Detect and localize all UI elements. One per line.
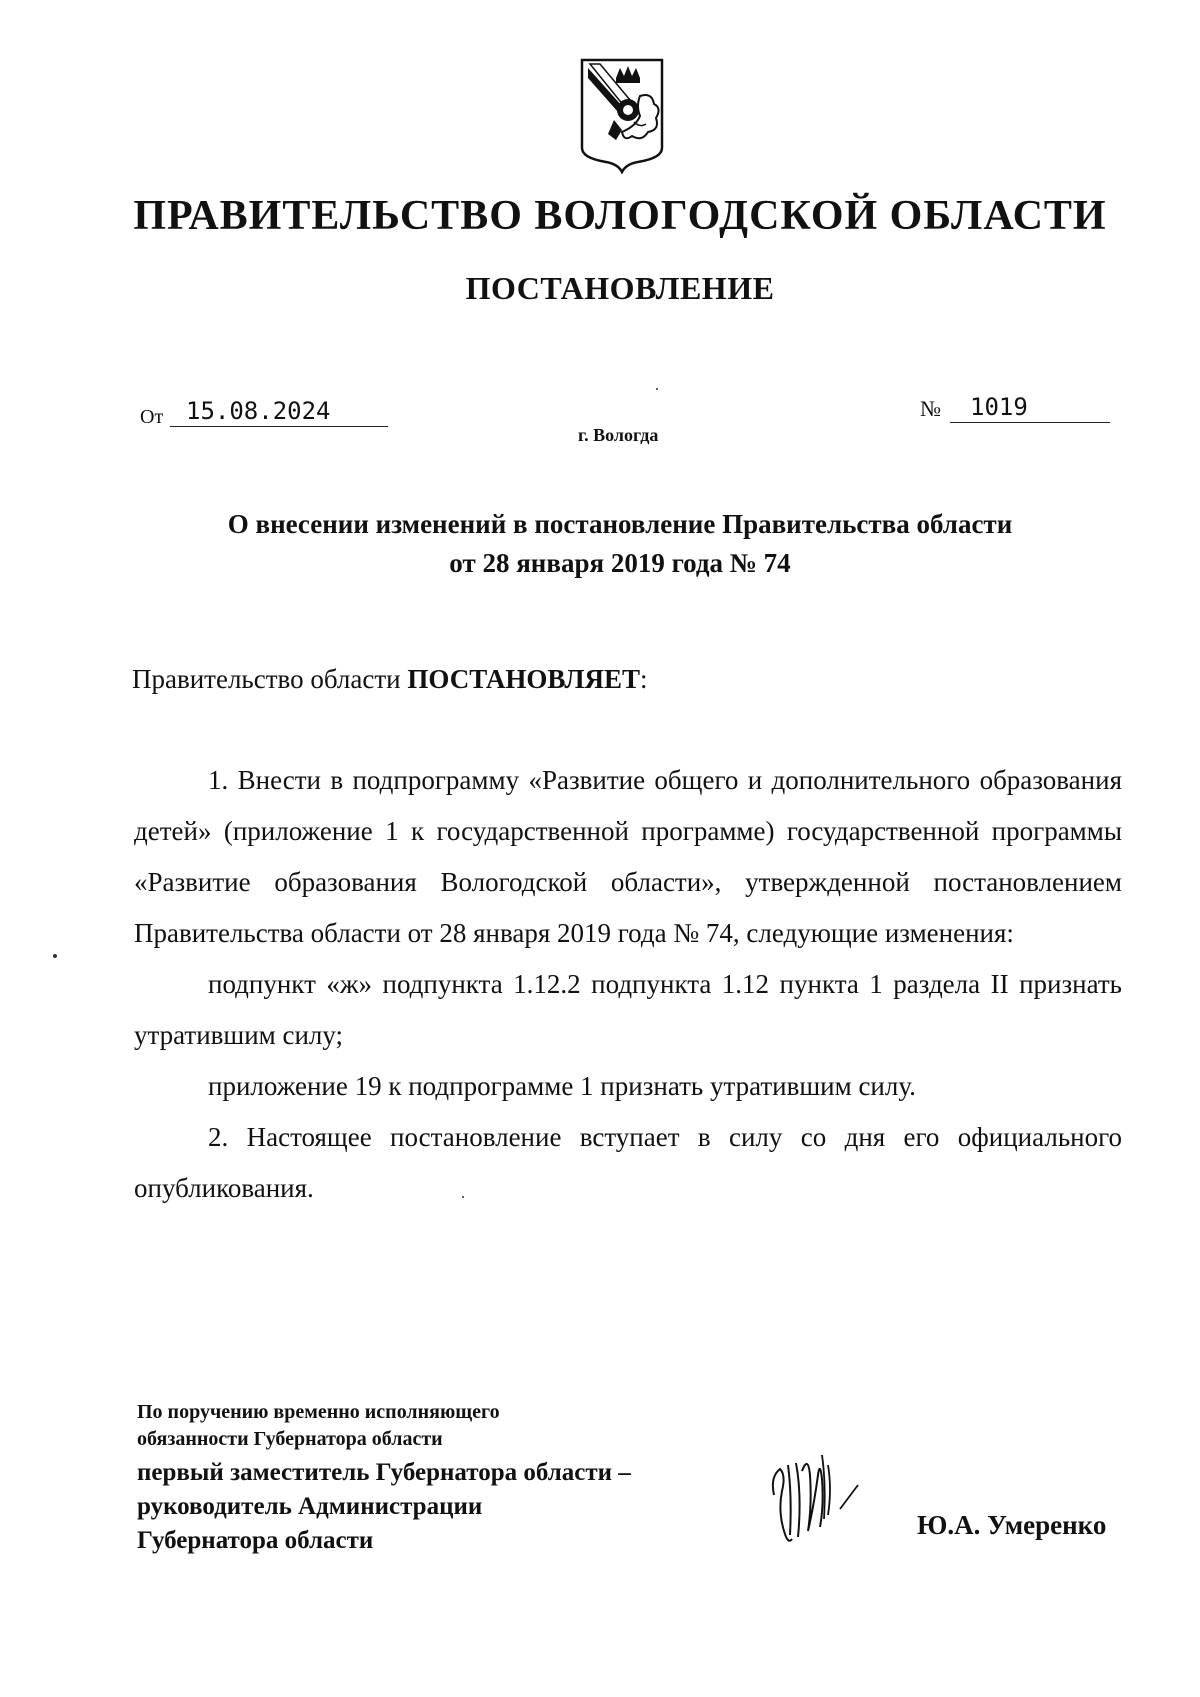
preamble-tail: : [639,664,648,694]
scan-speck [53,954,57,958]
document-type: ПОСТАНОВЛЕНИЕ [465,270,775,306]
document-subject [140,505,1100,583]
preamble-text: Правительство области [132,664,408,694]
paragraph-item-1-b: приложение 19 к подпрограмме 1 признать утратившим силу. [208,1071,916,1101]
city-name: г. Вологда [578,425,659,445]
document-number: 1019 [950,392,1110,423]
coat-of-arms-icon [578,56,666,174]
number-prefix: № [920,396,941,421]
government-name: ПРАВИТЕЛЬСТВО ВОЛОГОДСКОЙ ОБЛАСТИ [133,193,1107,239]
paragraph-item-1-a: подпункт «ж» подпункта 1.12.2 подпункта 1.12 пункта 1 раздела II признать утратившим силу; [134,969,1122,1050]
subject-line-1: О внесении изменений в постановление Правительства области [227,509,1013,539]
scan-speck [656,388,658,390]
handwritten-signature [766,1435,866,1555]
document-body [134,755,1122,1214]
preamble-emphasis: ПОСТАНОВЛЯЕТ [407,664,640,694]
scan-speck [462,1196,464,1198]
signature-line-1: По поручению временно исполняющего [137,1401,500,1423]
document-date: 15.08.2024 [170,396,388,427]
paragraph-item-2: 2. Настоящее постановление вступает в силу со дня его официального опубликования. [134,1122,1122,1203]
signature-line-4: руководитель Администрации [137,1493,483,1520]
signature-line-3: первый заместитель Губернатора области – [137,1459,631,1486]
signature-line-2: обязанности Губернатора области [137,1428,443,1450]
signature-line-5: Губернатора области [137,1527,374,1554]
date-prefix: От [140,406,164,428]
subject-line-2: от 28 января 2019 года № 74 [449,548,791,578]
paragraph-item-1: 1. Внести в подпрограмму «Развитие общего и дополнительного образования детей» (приложение 1 к государственной программе) государственной программы «Развитие образования Вологодской области», утвержденной постановлением Правительства области от 28 января 2019 года № 74, следующие изменения: [134,765,1122,948]
signatory-position [137,1456,631,1558]
preamble [132,664,648,695]
signer-name: Ю.А. Умеренко [917,1510,1107,1540]
signature-authority-note [137,1399,500,1453]
